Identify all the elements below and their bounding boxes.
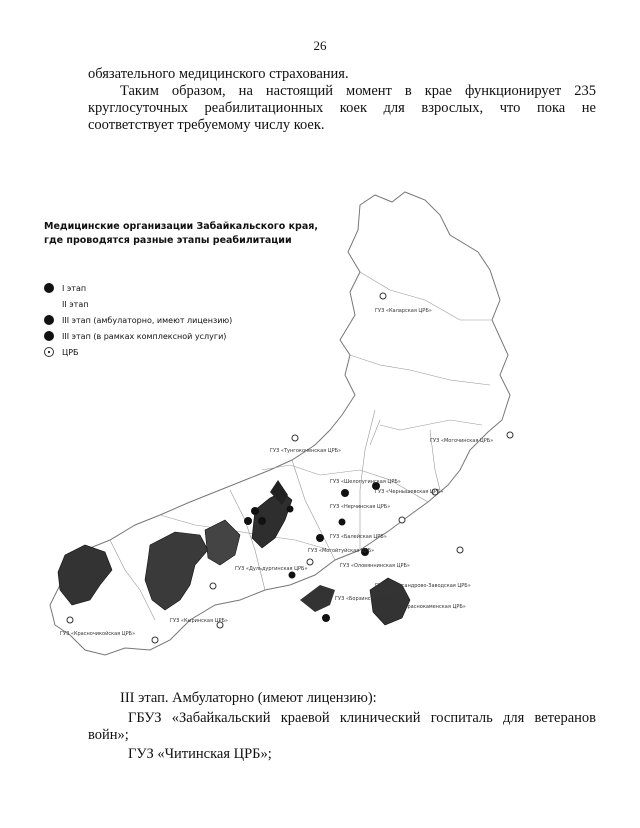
stage-dot: [339, 519, 346, 526]
map-label-nerchinsk: ГУЗ «Нерчинская ЦРБ»: [330, 504, 391, 510]
map-label-olovyanninsk: ГУЗ «Оловяннинская ЦРБ»: [340, 563, 410, 569]
stage-dot: [287, 506, 294, 513]
crb-symbol: [507, 432, 513, 438]
map-label-krasnokamensk: ГУЗ «Краснокаменская ЦРБ»: [390, 604, 466, 610]
list-item-2: ГУЗ «Читинская ЦРБ»;: [128, 746, 272, 762]
paragraph-line-3: соответствует требуемому числу коек.: [88, 117, 325, 133]
crb-symbol: [67, 617, 73, 623]
legend-label: III этап (в рамках комплексной услуги): [62, 331, 227, 341]
legend-label: ЦРБ: [62, 347, 79, 357]
text-line-insurance: обязательного медицинского страхования.: [88, 66, 349, 82]
paragraph-line-1: Таким образом, на настоящий момент в крае функционирует 235: [120, 83, 596, 99]
legend-label: III этап (амбулаторно, имеют лицензию): [62, 315, 233, 325]
crb-symbol: [380, 293, 386, 299]
map-label-borzya: ГУЗ «Борзинская ЦРБ»: [335, 596, 395, 602]
stage-dot: [258, 517, 266, 525]
map-label-kalar: ГУЗ «Каларская ЦРБ»: [375, 308, 432, 314]
stage-dot: [244, 517, 252, 525]
region-map: [30, 180, 610, 680]
crb-symbol: [307, 559, 313, 565]
crb-symbol: [152, 637, 158, 643]
legend-label: II этап: [62, 299, 89, 309]
legend-label: I этап: [62, 283, 87, 293]
map-label-chernyshevsk: ГУЗ «Чернышевская ЦРБ»: [375, 489, 444, 495]
list-item-1-line-1: ГБУЗ «Забайкальский краевой клинический госпиталь для ветеранов: [128, 710, 596, 726]
stage-dot: [316, 534, 324, 542]
legend-item: [44, 312, 232, 328]
stage-dot: [322, 614, 330, 622]
black-dot-icon: [44, 331, 54, 341]
list-item-1-line-2: войн»;: [88, 727, 129, 743]
map-label-mogocha: ГУЗ «Могочинская ЦРБ»: [430, 438, 494, 444]
legend-item: [44, 280, 232, 296]
legend-item: [44, 344, 232, 360]
stage-dot: [289, 572, 296, 579]
crb-symbol: [292, 435, 298, 441]
crb-symbol: [457, 547, 463, 553]
map-label-kyra: ГУЗ «Кыринская ЦРБ»: [170, 618, 228, 624]
stage-dot: [251, 507, 259, 515]
map-label-aleksandrovo: ГУЗ «Александрово-Заводская ЦРБ»: [375, 583, 471, 589]
map-legend: [44, 280, 232, 360]
blank-icon: [44, 299, 54, 309]
map-label-shelopugino: ГУЗ «Шелопугинская ЦРБ»: [330, 479, 401, 485]
map-label-tungokochen: ГУЗ «Тунгокоченская ЦРБ»: [270, 448, 342, 454]
shaded-zone: [300, 585, 335, 612]
map-label-duldurga: ГУЗ «Дульдургинская ЦРБ»: [235, 566, 308, 572]
map-label-baley: ГУЗ «Балейская ЦРБ»: [330, 534, 387, 540]
stage-dot: [341, 489, 349, 497]
map-title-line-1: Медицинские организации Забайкальского края,: [44, 221, 318, 232]
crb-symbol: [210, 583, 216, 589]
crb-symbol: [399, 517, 405, 523]
rehabilitation-map-figure: [30, 180, 610, 680]
crb-circle-icon: [44, 347, 54, 357]
black-dot-icon: [44, 283, 54, 293]
stage-heading: III этап. Амбулаторно (имеют лицензию):: [120, 690, 377, 706]
legend-item: [44, 296, 232, 312]
page-number: 26: [313, 38, 327, 53]
map-label-mogoytuy: ГУЗ «Могойтуйская ЦРБ»: [308, 548, 375, 554]
map-label-krasnochikoy: ГУЗ «Красночикойская ЦРБ»: [60, 631, 136, 637]
map-title: [44, 220, 344, 248]
legend-item: [44, 328, 232, 344]
paragraph-line-2: круглосуточных реабилитационных коек для взрослых, что пока не: [88, 100, 596, 116]
map-title-line-2: где проводятся разные этапы реабилитации: [44, 235, 292, 246]
black-dot-icon: [44, 315, 54, 325]
